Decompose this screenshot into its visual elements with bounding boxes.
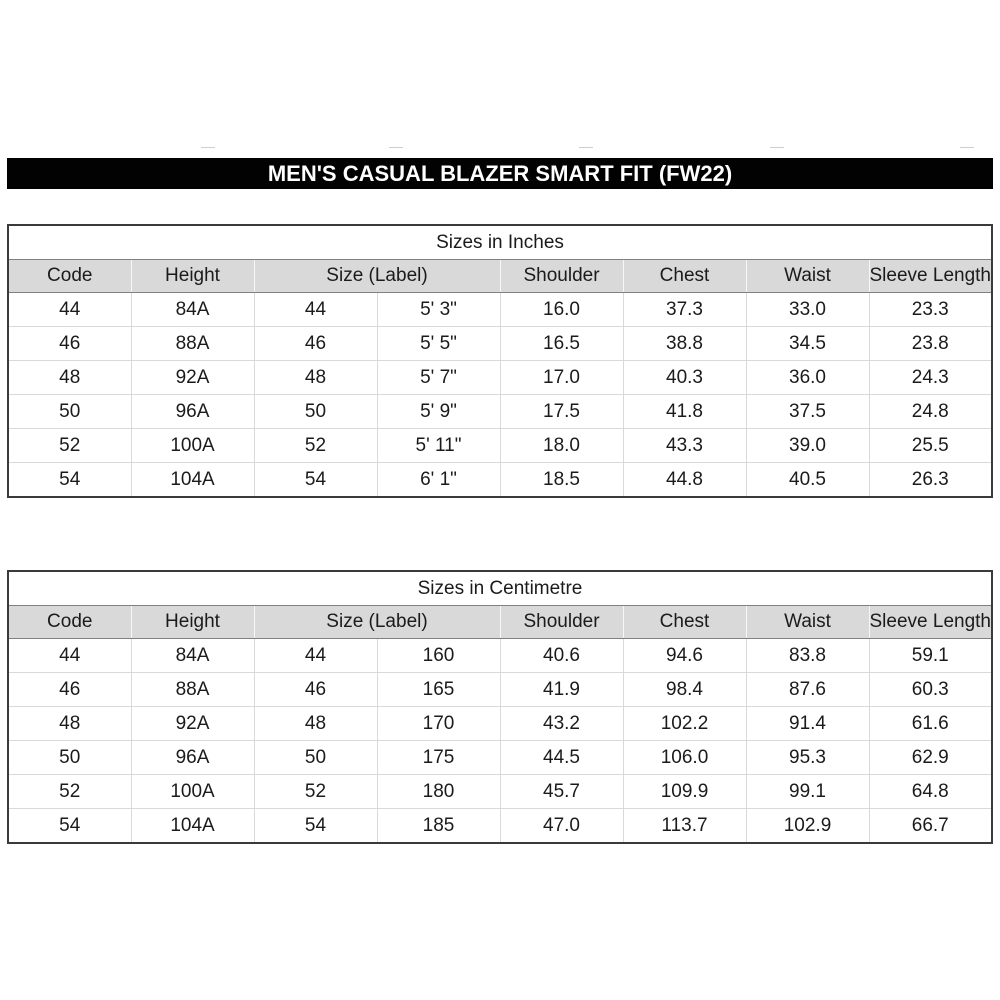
table-cell: 52: [8, 775, 131, 809]
table-cell: 37.3: [623, 293, 746, 327]
table-cell: 23.3: [869, 293, 992, 327]
table-cell: 47.0: [500, 809, 623, 844]
table-cell: 84A: [131, 293, 254, 327]
table-cell: 46: [8, 673, 131, 707]
table-cell: 44: [8, 639, 131, 673]
table-cell: 84A: [131, 639, 254, 673]
table-row: [8, 293, 992, 327]
column-header-size-label: Size (Label): [254, 606, 500, 639]
table-row: [8, 775, 992, 809]
table-cell: 98.4: [623, 673, 746, 707]
table-cell: 5' 5": [377, 327, 500, 361]
column-header-height: Height: [131, 606, 254, 639]
table-row: [8, 463, 992, 498]
column-header-shoulder: Shoulder: [500, 260, 623, 293]
table-cell: 36.0: [746, 361, 869, 395]
table-cell: 37.5: [746, 395, 869, 429]
table-cell: 96A: [131, 395, 254, 429]
table-cell: 44.8: [623, 463, 746, 498]
table-cell: 5' 3": [377, 293, 500, 327]
table-cell: 52: [254, 429, 377, 463]
table-cell: 44.5: [500, 741, 623, 775]
table-cell: 87.6: [746, 673, 869, 707]
table-cell: 5' 11": [377, 429, 500, 463]
column-header-sleeve-length: Sleeve Length: [869, 260, 992, 293]
table-row: [8, 741, 992, 775]
table-cell: 91.4: [746, 707, 869, 741]
table-cell: 44: [254, 639, 377, 673]
table-cell: 44: [8, 293, 131, 327]
table-cell: 88A: [131, 327, 254, 361]
table-cell: 17.0: [500, 361, 623, 395]
table-cell: 38.8: [623, 327, 746, 361]
table-title: Sizes in Centimetre: [8, 571, 992, 606]
table-row: [8, 809, 992, 844]
table-cell: 5' 7": [377, 361, 500, 395]
table-cell: 54: [8, 463, 131, 498]
table-cell: 40.3: [623, 361, 746, 395]
table-row: [8, 639, 992, 673]
table-cell: 160: [377, 639, 500, 673]
table-cell: 24.8: [869, 395, 992, 429]
table-cell: 50: [8, 741, 131, 775]
table-cell: 23.8: [869, 327, 992, 361]
table-cell: 66.7: [911, 814, 949, 836]
table-cell: 43.3: [623, 429, 746, 463]
gridline-artifact: [201, 147, 215, 148]
table-cell: 52: [254, 775, 377, 809]
table-cell: 54: [254, 463, 377, 498]
gridline-artifact: [389, 147, 403, 148]
table-cell: 175: [377, 741, 500, 775]
table-cell: 26.3: [911, 468, 949, 490]
table-cell: 18.5: [500, 463, 623, 498]
table-cell: 34.5: [746, 327, 869, 361]
table-cell: 40.6: [500, 639, 623, 673]
table-cell: 48: [254, 707, 377, 741]
table-cell: 104A: [131, 463, 254, 498]
column-header-sleeve-length: Sleeve Length: [869, 606, 992, 639]
table-cell: 25.5: [869, 429, 992, 463]
table-cell: 52: [8, 429, 131, 463]
table-cell: 106.0: [623, 741, 746, 775]
table-cell: 6' 1": [377, 463, 500, 498]
table-cell: 50: [254, 395, 377, 429]
table-cell: 100A: [131, 775, 254, 809]
table-cell: 92A: [131, 707, 254, 741]
table-cell: 43.2: [500, 707, 623, 741]
table-cell: 100A: [131, 429, 254, 463]
table-row: [8, 707, 992, 741]
table-cell: 46: [254, 327, 377, 361]
table-title-row: [8, 571, 992, 606]
table-cell: 113.7: [623, 809, 746, 844]
table-title: Sizes in Inches: [8, 225, 992, 260]
table-cell: 104A: [131, 809, 254, 844]
table-cell: 96A: [131, 741, 254, 775]
table-row: [8, 361, 992, 395]
sizes-in-centimetre-table: [7, 570, 993, 844]
table-cell: 92A: [131, 361, 254, 395]
table-cell: 46: [8, 327, 131, 361]
table-cell: 95.3: [746, 741, 869, 775]
table-cell: 39.0: [746, 429, 869, 463]
table-cell: 61.6: [869, 707, 992, 741]
table-row: [8, 429, 992, 463]
table-cell: 59.1: [869, 639, 992, 673]
table-row: [8, 327, 992, 361]
title-banner: [7, 158, 993, 189]
table-cell: 46: [254, 673, 377, 707]
table-cell: 54: [254, 809, 377, 844]
table-cell: 50: [8, 395, 131, 429]
table-cell: 185: [377, 809, 500, 844]
table-cell: 165: [377, 673, 500, 707]
table-cell: 40.5: [746, 463, 869, 498]
table-cell: 5' 9": [377, 395, 500, 429]
table-cell: 18.0: [500, 429, 623, 463]
table-row: [8, 395, 992, 429]
table-cell: 83.8: [746, 639, 869, 673]
table-cell: 62.9: [869, 741, 992, 775]
table-cell: 64.8: [869, 775, 992, 809]
table-cell: 102.2: [623, 707, 746, 741]
table-cell: 45.7: [500, 775, 623, 809]
sizes-in-inches-table: [7, 224, 993, 498]
table-cell: 180: [377, 775, 500, 809]
table-cell: 44: [254, 293, 377, 327]
table-cell: 48: [8, 707, 131, 741]
column-header-height: Height: [131, 260, 254, 293]
column-header-shoulder: Shoulder: [500, 606, 623, 639]
table-cell: 41.9: [500, 673, 623, 707]
page-title: MEN'S CASUAL BLAZER SMART FIT (FW22): [267, 160, 733, 186]
column-header-waist: Waist: [746, 606, 869, 639]
table-row: [8, 673, 992, 707]
table-cell: 17.5: [500, 395, 623, 429]
gridline-artifact: [579, 147, 593, 148]
table-cell: 16.0: [500, 293, 623, 327]
table-cell: 50: [254, 741, 377, 775]
table-cell: 102.9: [746, 809, 869, 844]
table-header-row: [8, 606, 992, 639]
table-cell: 41.8: [623, 395, 746, 429]
table-cell: 16.5: [500, 327, 623, 361]
column-header-code: Code: [8, 606, 131, 639]
table-cell: 54: [8, 809, 131, 844]
table-title-row: [8, 225, 992, 260]
table-cell: 88A: [131, 673, 254, 707]
table-cell: 109.9: [623, 775, 746, 809]
table-cell: 170: [377, 707, 500, 741]
table-cell: 48: [8, 361, 131, 395]
column-header-chest: Chest: [623, 260, 746, 293]
table-cell: 60.3: [869, 673, 992, 707]
gridline-artifact: [770, 147, 784, 148]
column-header-chest: Chest: [623, 606, 746, 639]
table-cell: 99.1: [746, 775, 869, 809]
table-cell: 33.0: [746, 293, 869, 327]
table-header-row: [8, 260, 992, 293]
column-header-size-label: Size (Label): [254, 260, 500, 293]
table-cell: 94.6: [623, 639, 746, 673]
table-cell: 48: [254, 361, 377, 395]
table-cell: 24.3: [869, 361, 992, 395]
column-header-waist: Waist: [746, 260, 869, 293]
gridline-artifact: [960, 147, 974, 148]
column-header-code: Code: [8, 260, 131, 293]
